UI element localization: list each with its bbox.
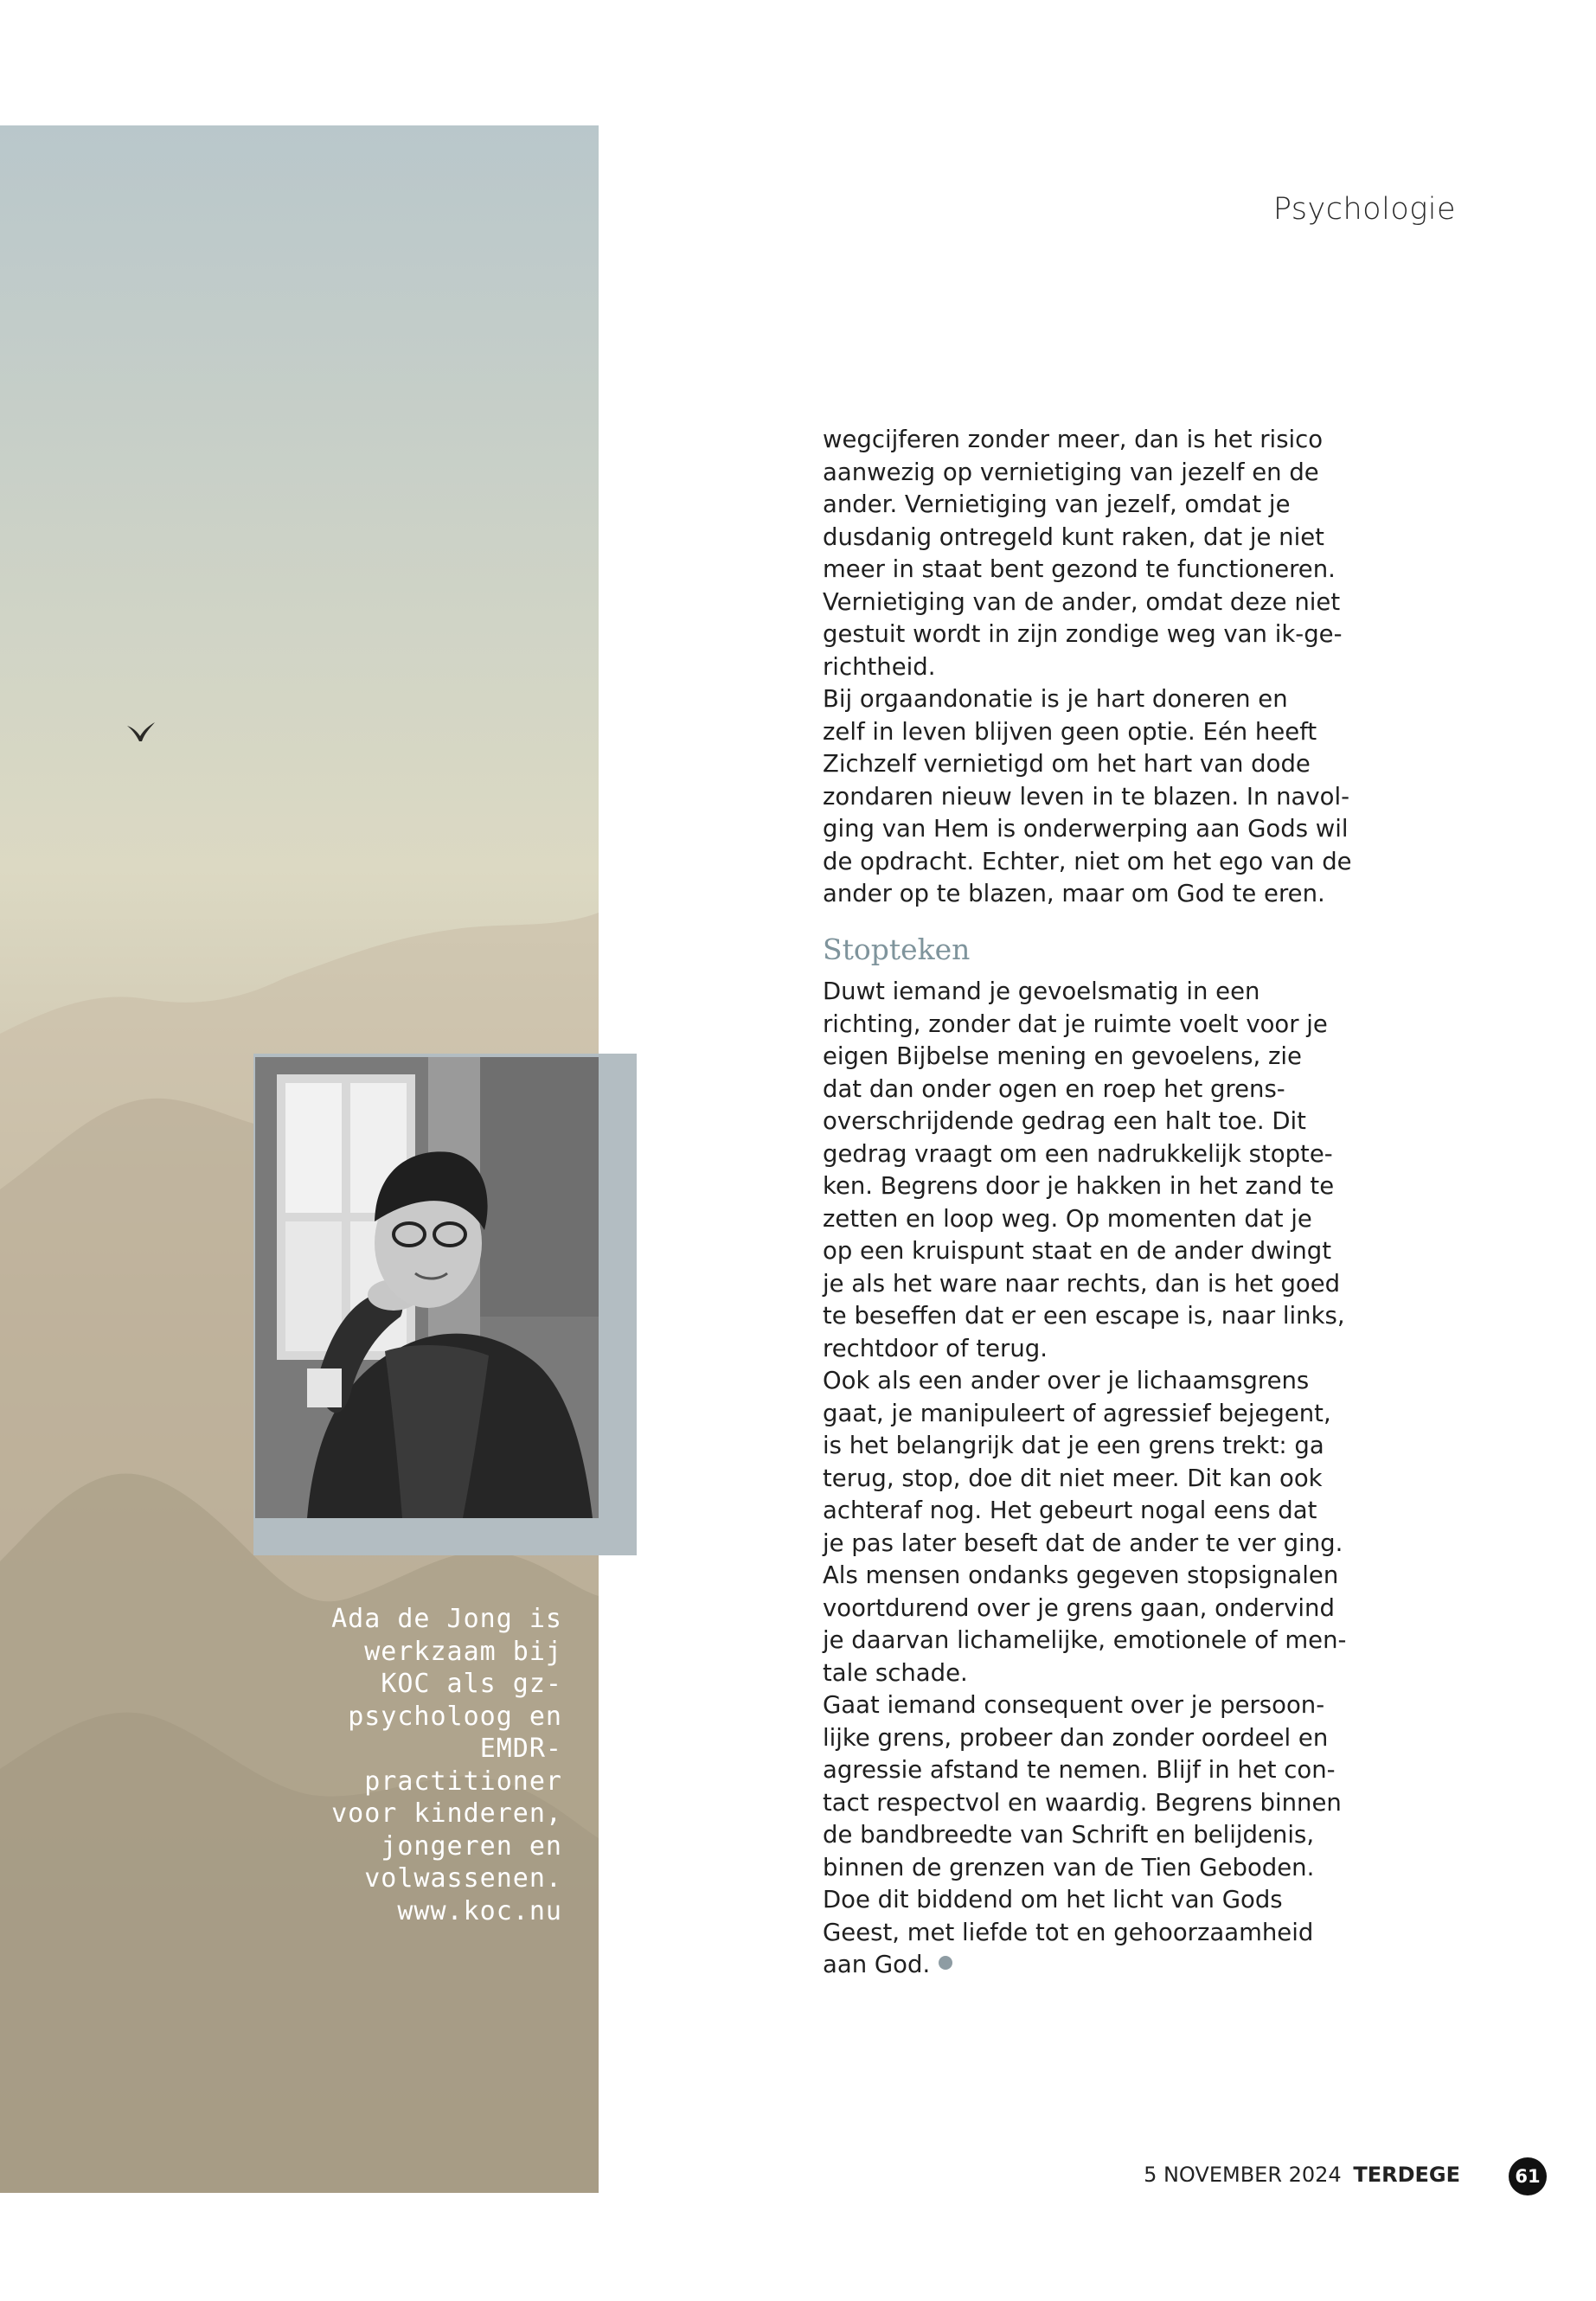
text-line: te beseffen dat er een escape is, naar links, xyxy=(823,1302,1345,1330)
text-line: agressie afstand te nemen. Blijf in het con- xyxy=(823,1756,1336,1784)
section-label: Psychologie xyxy=(1272,192,1456,227)
text-line: Als mensen ondanks gegeven stopsignalen xyxy=(823,1561,1339,1589)
text-line: ander op te blazen, maar om God te eren. xyxy=(823,880,1325,907)
text-line: gaat, je manipuleert of agressief bejegent, xyxy=(823,1399,1331,1427)
text-line: wegcijferen zonder meer, dan is het risico xyxy=(823,426,1324,453)
text-line: voortdurend over je grens gaan, ondervind xyxy=(823,1593,1335,1622)
bio-line: werkzaam bij xyxy=(364,1636,562,1667)
bio-line: psycholoog en xyxy=(348,1701,562,1732)
page-footer xyxy=(1144,2163,1460,2187)
text-line: gedrag vraagt om een nadrukkelijk stopte- xyxy=(823,1139,1333,1168)
text-line: zelf in leven blijven geen optie. Eén heeft xyxy=(823,717,1317,746)
text-line: je daarvan lichamelijke, emotionele of men- xyxy=(823,1626,1347,1654)
bio-line: Ada de Jong is xyxy=(331,1604,562,1634)
page-number: 61 xyxy=(1509,2157,1547,2195)
text-line: tact respectvol en waardig. Begrens binnen xyxy=(823,1788,1342,1817)
text-line: Zichzelf vernietigd om het hart van dode xyxy=(823,750,1311,778)
text-line: meer in staat bent gezond te functioneren. xyxy=(823,555,1336,583)
text-line: richting, zonder dat je ruimte voelt voor je xyxy=(823,1009,1328,1038)
text-line: Duwt iemand je gevoelsmatig in een xyxy=(823,977,1260,1005)
text-line: ander. Vernietiging van jezelf, omdat je xyxy=(823,490,1291,518)
text-line: aanwezig op vernietiging van jezelf en de xyxy=(823,458,1319,486)
article-body-top xyxy=(823,424,1359,911)
author-bio xyxy=(303,1603,562,1927)
text-line: richtheid. xyxy=(823,652,936,681)
text-line: ging van Hem is onderwerping aan Gods wil xyxy=(823,815,1349,843)
subheading: Stopteken xyxy=(823,933,971,966)
bio-line: jongeren en xyxy=(381,1830,562,1862)
text-line: tale schade. xyxy=(823,1658,968,1687)
text-line: is het belangrijk dat je een grens trekt: ga xyxy=(823,1432,1324,1459)
text-line: achteraf nog. Het gebeurt nogal eens dat xyxy=(823,1497,1317,1524)
text-line: dat dan onder ogen en roep het grens- xyxy=(823,1074,1285,1103)
end-mark-icon xyxy=(939,1956,952,1970)
bio-line: volwassenen. xyxy=(364,1863,562,1894)
text-line: gestuit wordt in zijn zondige weg van ik-ge- xyxy=(823,620,1343,648)
bird-icon xyxy=(125,721,157,743)
text-line: je pas later beseft dat de ander te ver ging. xyxy=(823,1529,1343,1557)
text-line: lijke grens, probeer dan zonder oordeel en xyxy=(823,1723,1329,1752)
article-body-bottom xyxy=(823,976,1359,1982)
magazine-name: TERDEGE xyxy=(1353,2163,1460,2187)
author-photo xyxy=(255,1057,599,1518)
text-line: Gaat iemand consequent over je persoon- xyxy=(823,1691,1325,1719)
bio-link[interactable]: www.koc.nu xyxy=(397,1895,562,1926)
text-line: op een kruispunt staat en de ander dwingt xyxy=(823,1237,1332,1265)
text-line: Ook als een ander over je lichaamsgrens xyxy=(823,1367,1310,1394)
text-line-content: aan God. xyxy=(823,1951,931,1978)
text-line: Vernietiging van de ander, omdat deze niet xyxy=(823,587,1341,616)
bio-line: KOC als gz- xyxy=(381,1669,562,1699)
bio-line: voor kinderen, xyxy=(331,1798,562,1829)
text-line: eigen Bijbelse mening en gevoelens, zie xyxy=(823,1042,1302,1070)
issue-date: 5 NOVEMBER 2024 xyxy=(1144,2163,1342,2187)
text-line: terug, stop, doe dit niet meer. Dit kan ook xyxy=(823,1464,1323,1492)
text-line-last xyxy=(823,1949,1359,1982)
text-line: zondaren nieuw leven in te blazen. In navol- xyxy=(823,782,1350,811)
bio-line: EMDR- xyxy=(479,1734,562,1764)
text-line: rechtdoor of terug. xyxy=(823,1334,1048,1362)
text-line: de opdracht. Echter, niet om het ego van de xyxy=(823,847,1352,875)
text-line: Geest, met liefde tot en gehoorzaamheid xyxy=(823,1918,1314,1946)
text-line: zetten en loop weg. Op momenten dat je xyxy=(823,1204,1312,1233)
text-line: je als het ware naar rechts, dan is het goed xyxy=(823,1269,1341,1298)
bio-line: practitioner xyxy=(364,1766,562,1797)
text-line: binnen de grenzen van de Tien Geboden. xyxy=(823,1853,1315,1881)
text-line: Doe dit biddend om het licht van Gods xyxy=(823,1886,1283,1913)
text-line: Bij orgaandonatie is je hart doneren en xyxy=(823,685,1288,713)
text-line: ken. Begrens door je hakken in het zand te xyxy=(823,1172,1335,1200)
text-line: de bandbreedte van Schrift en belijdenis, xyxy=(823,1821,1315,1849)
text-line: dusdanig ontregeld kunt raken, dat je niet xyxy=(823,522,1324,551)
text-line: overschrijdende gedrag een halt toe. Dit xyxy=(823,1107,1306,1135)
